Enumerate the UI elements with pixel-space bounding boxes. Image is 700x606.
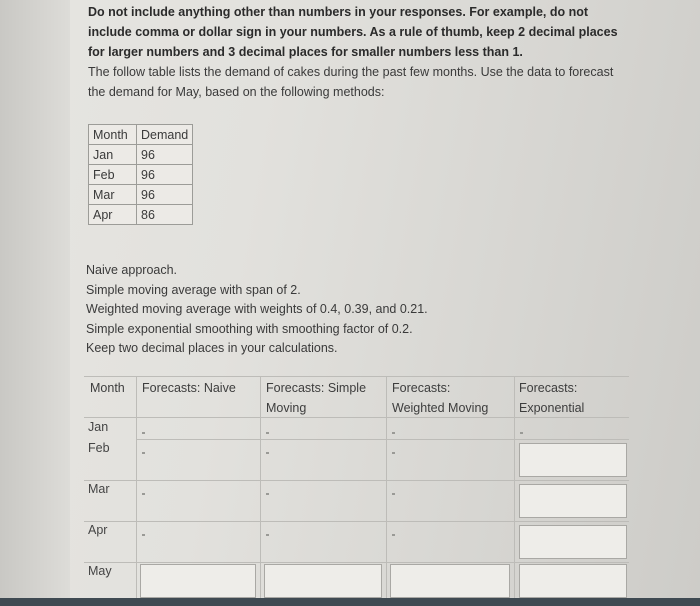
- table-divider: [136, 439, 629, 440]
- header-exponential: Forecasts: Exponential: [519, 381, 585, 415]
- demand-month: Mar: [89, 185, 137, 205]
- row-month-label: Apr: [88, 523, 108, 537]
- table-divider: [84, 562, 629, 563]
- table-row: [89, 205, 193, 225]
- empty-cell-dash: [142, 493, 145, 495]
- empty-cell-dash: [392, 534, 395, 536]
- table-divider: [136, 376, 137, 598]
- table-divider: [84, 376, 629, 377]
- table-divider: [386, 376, 387, 598]
- row-month-label: Mar: [88, 482, 110, 496]
- demand-month: Apr: [89, 205, 137, 225]
- header-month: Month: [90, 381, 125, 395]
- demand-value: 96: [137, 165, 193, 185]
- empty-cell-dash: [392, 493, 395, 495]
- instructions-task: The follow table lists the demand of cakes during the past few months. Use the data to forecast the demand for May, based on the following methods:: [88, 65, 614, 99]
- row-month-label: May: [88, 564, 112, 578]
- empty-cell-dash: [266, 432, 269, 434]
- demand-value: 96: [137, 185, 193, 205]
- methods-list: [86, 261, 428, 359]
- demand-table: [88, 124, 193, 225]
- page-margin: [0, 0, 70, 606]
- demand-month: Feb: [89, 165, 137, 185]
- answer-input-exponential-mar[interactable]: [519, 484, 627, 518]
- header-simple-moving: Forecasts: Simple Moving: [266, 381, 367, 415]
- answer-input-weighted-moving-may[interactable]: [390, 564, 510, 598]
- table-row: [89, 165, 193, 185]
- empty-cell-dash: [392, 432, 395, 434]
- empty-cell-dash: [142, 452, 145, 454]
- table-divider: [514, 376, 515, 598]
- method-item: Keep two decimal places in your calculations.: [86, 341, 338, 355]
- demand-table-header: [89, 125, 193, 145]
- answer-input-simple-moving-may[interactable]: [264, 564, 382, 598]
- answer-input-exponential-feb[interactable]: [519, 443, 627, 477]
- empty-cell-dash: [266, 452, 269, 454]
- answer-input-exponential-may[interactable]: [519, 564, 627, 598]
- table-row: [89, 145, 193, 165]
- instructions-bold: Do not include anything other than numbers in your responses. For example, do not include comma or dollar sign in your numbers. As a rule of thumb, keep 2 decimal places for larger numbers and 3 decimal places for smaller numbers less than 1.: [88, 5, 618, 59]
- demand-month: Jan: [89, 145, 137, 165]
- empty-cell-dash: [266, 534, 269, 536]
- method-item: Simple exponential smoothing with smoothing factor of 0.2.: [86, 321, 413, 336]
- forecast-table: [84, 376, 629, 598]
- method-item: Simple moving average with span of 2.: [86, 282, 301, 297]
- instructions: [88, 2, 628, 102]
- header-weighted-moving: Forecasts: Weighted Moving: [392, 381, 489, 415]
- method-item: Naive approach.: [86, 263, 178, 277]
- empty-cell-dash: [392, 452, 395, 454]
- demand-value: 86: [137, 205, 193, 225]
- row-month-label: Feb: [88, 441, 110, 455]
- screen-bottom-edge: [0, 598, 700, 606]
- header-naive: Forecasts: Naive: [142, 381, 236, 395]
- demand-header-demand: Demand: [137, 125, 193, 145]
- empty-cell-dash: [142, 534, 145, 536]
- table-divider: [84, 480, 629, 481]
- demand-value: 96: [137, 145, 193, 165]
- empty-cell-dash: [266, 493, 269, 495]
- empty-cell-dash: [142, 432, 145, 434]
- method-item: Weighted moving average with weights of 0.4, 0.39, and 0.21.: [86, 302, 428, 316]
- demand-header-month: Month: [89, 125, 137, 145]
- answer-input-naive-may[interactable]: [140, 564, 256, 598]
- empty-cell-dash: [520, 432, 523, 434]
- table-divider: [260, 376, 261, 598]
- table-divider: [84, 521, 629, 522]
- row-month-label: Jan: [88, 420, 109, 434]
- answer-input-exponential-apr[interactable]: [519, 525, 627, 559]
- table-row: [89, 185, 193, 205]
